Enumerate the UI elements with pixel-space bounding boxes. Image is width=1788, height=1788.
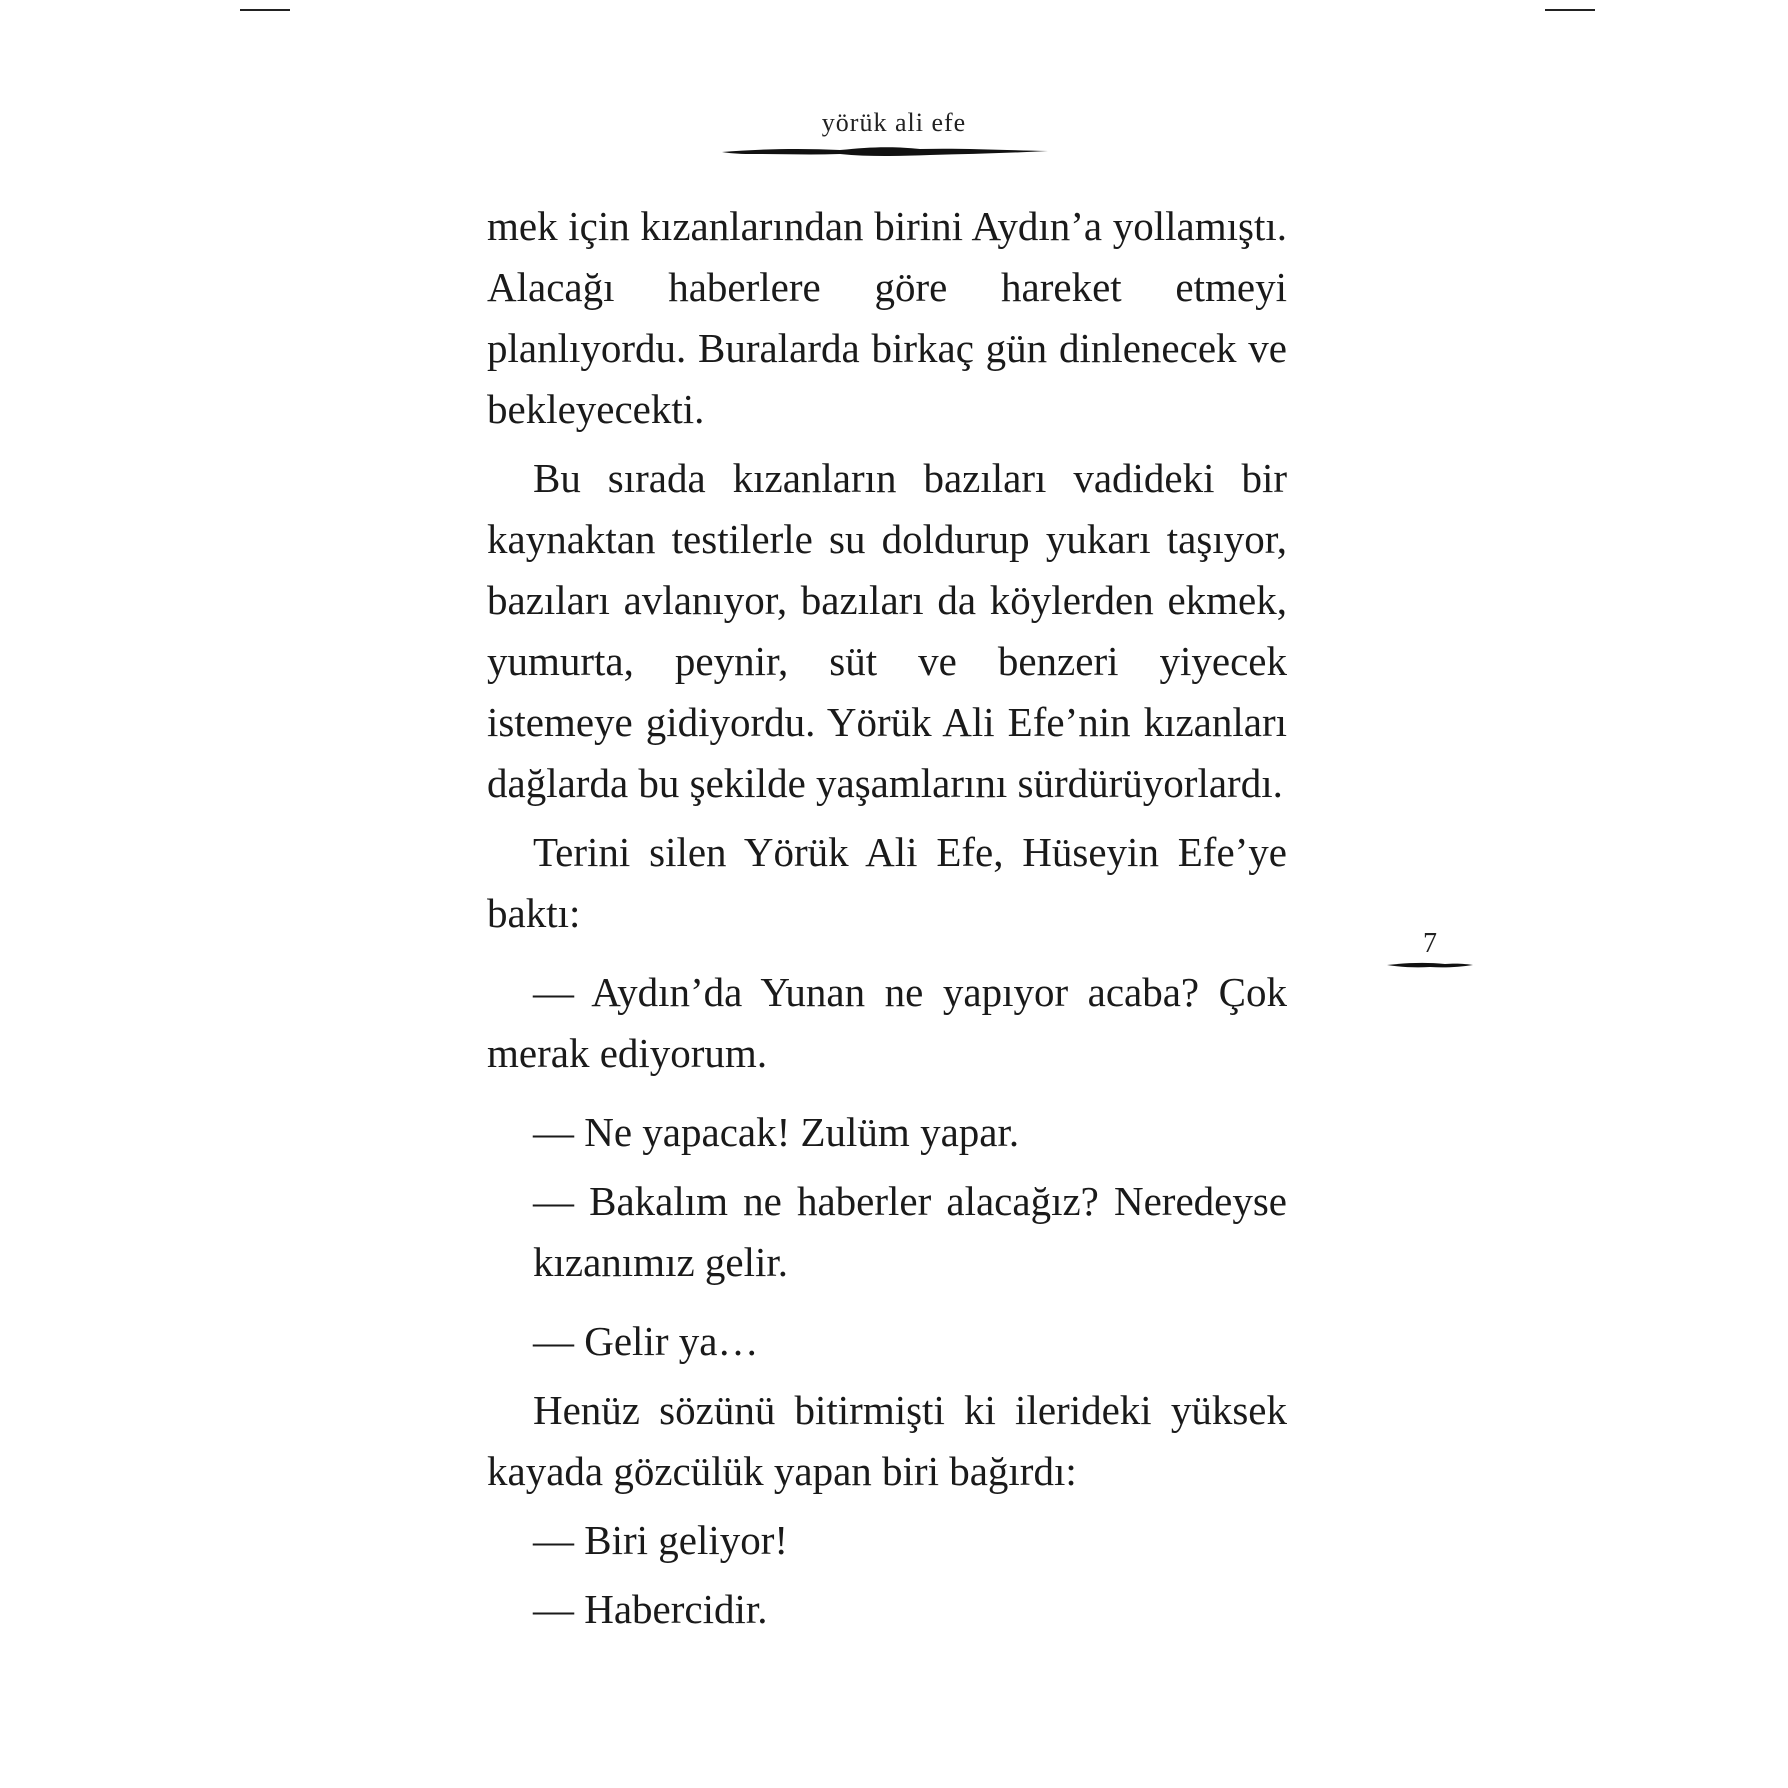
- page-number: 7: [1423, 928, 1437, 959]
- paragraph: mek için kızanlarından birini Aydın’a yollamıştı. Alacağı haberlere göre hareket etmeyi planlıyordu. Buralarda birkaç gün dinlenecek ve bekleyecekti.: [487, 203, 1287, 432]
- paragraph: Terini silen Yörük Ali Efe, Hüseyin Efe’ye baktı:: [487, 829, 1287, 936]
- paragraph: Bu sırada kızanların bazıları vadideki bir kaynaktan testilerle su doldurup yukarı taşıyor, bazıları avlanıyor, bazıları da köylerden ekmek, yumurta, peynir, süt ve benzeri yiyecek istemeye gidiyordu. Yörük Ali Efe’nin kızanları dağlarda bu şekilde yaşamlarını sürdürüyorlardı.: [487, 455, 1287, 806]
- running-title: yörük ali efe: [821, 108, 967, 137]
- dialogue-line: — Habercidir.: [533, 1586, 768, 1632]
- body-text: [487, 196, 1287, 1640]
- dialogue-line: — Gelir ya…: [533, 1318, 759, 1364]
- dialogue-line: — Biri geliyor!: [533, 1517, 789, 1563]
- crop-mark-left: [240, 9, 290, 11]
- header-brush-stroke: [720, 143, 1050, 161]
- paragraph: Henüz sözünü bitirmişti ki ilerideki yüksek kayada gözcülük yapan biri bağırdı:: [487, 1387, 1287, 1494]
- dialogue-line: — Ne yapacak! Zulüm yapar.: [533, 1109, 1020, 1155]
- dialogue-line: — Aydın’da Yunan ne yapıyor acaba? Çok merak ediyorum.: [487, 969, 1287, 1076]
- dialogue-line: — Bakalım ne haberler alacağız? Neredeyse kızanımız gelir.: [533, 1178, 1287, 1285]
- crop-mark-right: [1545, 9, 1595, 11]
- page-number-brush-stroke: [1385, 958, 1475, 972]
